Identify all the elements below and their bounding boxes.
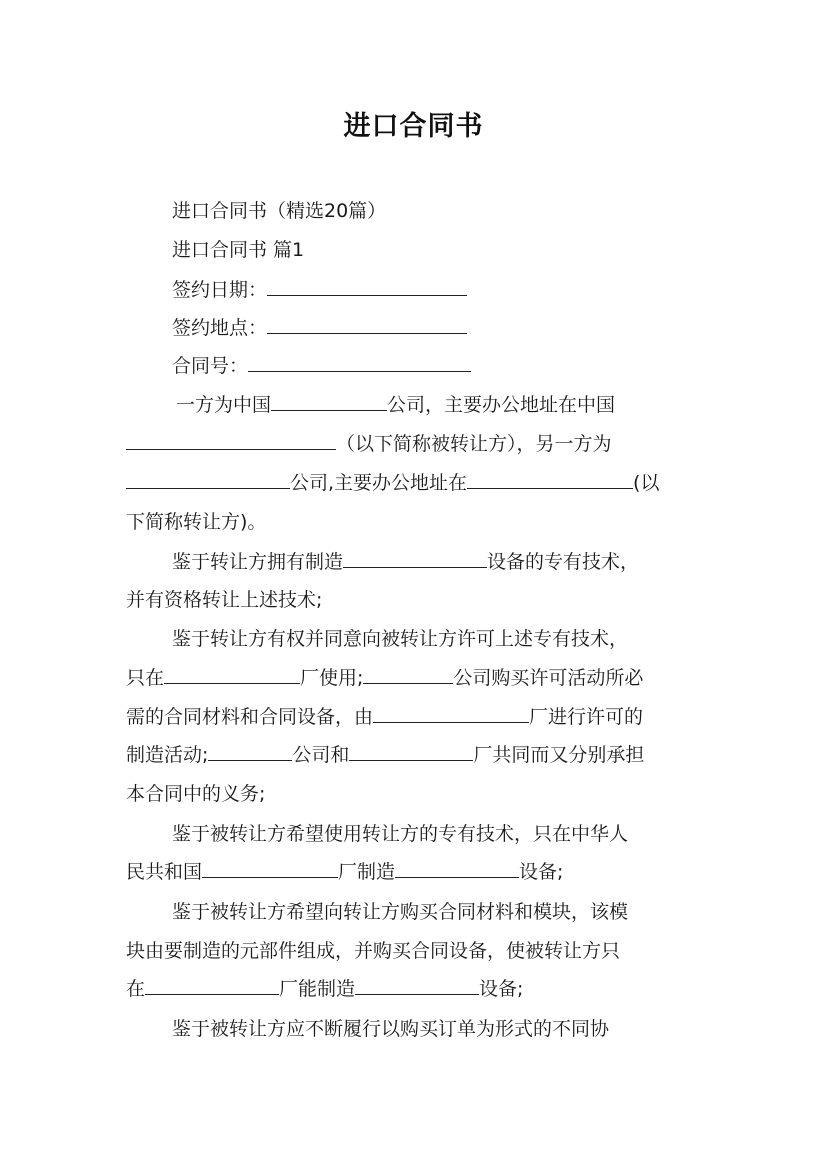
blank-line: [271, 393, 387, 411]
para1-line1: [0, 392, 827, 418]
para3-line1: [0, 626, 827, 652]
para-text: 厂制造: [338, 861, 396, 883]
para-text: 厂进行许可的: [529, 706, 644, 728]
section-text: 进口合同书 篇1: [172, 239, 305, 261]
para-text: 只在: [126, 667, 165, 689]
para-text: 厂共同而又分别承担: [473, 744, 645, 766]
para3-line3: [0, 704, 827, 730]
para-text: 制造活动;: [126, 744, 209, 766]
sign-place-blank: [267, 316, 467, 334]
blank-line: [349, 743, 473, 761]
para6-line1: [0, 1016, 827, 1042]
para2-line1: [0, 549, 827, 575]
para-text: 鉴于被转让方应不断履行以购买订单为形式的不同协: [172, 1018, 610, 1040]
blank-line: [373, 705, 529, 723]
blank-line: [126, 432, 336, 450]
blank-line: [395, 860, 519, 878]
para-text: 公司和: [292, 744, 350, 766]
para-text: 鉴于被转让方希望使用转让方的专有技术，只在中华人: [172, 823, 629, 845]
para-text: 下简称转让方)。: [126, 511, 267, 533]
para-text: 厂能制造: [279, 978, 356, 1000]
para-text: 鉴于被转让方希望向转让方购买合同材料和模块，该模: [172, 901, 629, 923]
para4-line1: [0, 821, 827, 847]
para1-line3: [0, 470, 827, 496]
para-text: 厂使用;: [300, 667, 364, 689]
sign-date-label: 签约日期：: [172, 279, 268, 301]
para3-line5: [0, 781, 827, 807]
blank-line: [164, 666, 300, 684]
para2-line2: [0, 587, 827, 613]
contract-no-row: [0, 353, 827, 379]
blank-line: [126, 471, 290, 489]
para5-line3: [0, 976, 827, 1002]
page-title: 进口合同书: [343, 111, 484, 142]
para-text: 需的合同材料和合同设备，由: [126, 706, 374, 728]
blank-line: [343, 550, 487, 568]
para-text: 民共和国: [126, 861, 203, 883]
sign-date-row: [0, 277, 827, 303]
blank-line: [202, 860, 338, 878]
para-text: 公司，主要办公地址在中国: [387, 394, 616, 416]
para5-line2: [0, 938, 827, 964]
sign-date-blank: [267, 278, 467, 296]
para-text: 本合同中的义务;: [126, 783, 266, 805]
para-text: 块由要制造的元部件组成，并购买合同设备，使被转让方只: [126, 940, 621, 962]
sign-place-row: [0, 315, 827, 341]
sign-place-label: 签约地点：: [172, 317, 268, 339]
contract-no-blank: [248, 354, 471, 372]
para3-line2: [0, 665, 827, 691]
para-text: 设备;: [479, 978, 524, 1000]
blank-line: [467, 471, 633, 489]
contract-no-label: 合同号：: [172, 355, 249, 377]
para4-line2: [0, 859, 827, 885]
para1-line4: [0, 509, 827, 535]
para3-line4: [0, 742, 827, 768]
blank-line: [208, 743, 292, 761]
para5-line1: [0, 899, 827, 925]
document-subtitle: [0, 198, 827, 224]
para-text: 并有资格转让上述技术;: [126, 589, 323, 611]
blank-line: [145, 977, 279, 995]
para-text: 一方为中国: [176, 394, 272, 416]
para-text: (以: [633, 472, 660, 494]
para-text: 设备的专有技术，: [487, 551, 640, 573]
para-text: 公司,主要办公地址在: [290, 472, 468, 494]
para-text: 设备;: [519, 861, 564, 883]
para-text: 鉴于转让方有权并同意向被转让方许可上述专有技术，: [172, 628, 629, 650]
para-text: 鉴于转让方拥有制造: [172, 551, 344, 573]
subtitle-text: 进口合同书（精选20篇）: [172, 200, 387, 222]
blank-line: [363, 666, 453, 684]
para-text: 在: [126, 978, 146, 1000]
blank-line: [355, 977, 479, 995]
para1-line2: [0, 431, 827, 457]
para-text: （以下简称被转让方），另一方为: [336, 433, 612, 455]
section-heading: [0, 237, 827, 263]
para-text: 公司购买许可活动所必: [453, 667, 644, 689]
